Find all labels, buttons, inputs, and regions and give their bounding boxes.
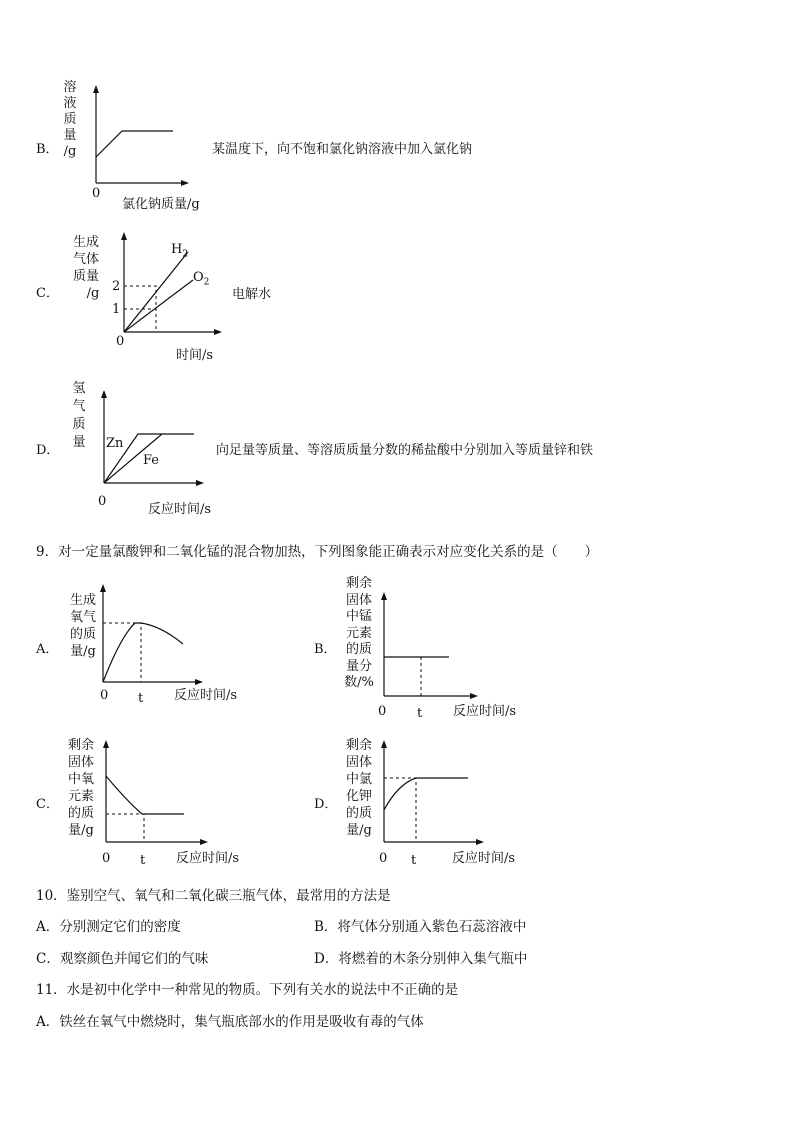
origin-label: 0 bbox=[92, 186, 101, 201]
t-label: t bbox=[140, 853, 146, 868]
curve bbox=[384, 778, 468, 810]
h2-label: $H_2$ bbox=[171, 242, 189, 260]
origin-label: 0 bbox=[102, 851, 111, 866]
x-axis-label: 反应时间/s bbox=[148, 502, 212, 517]
description: 向足量等质量、等溶质质量分数的稀盐酸中分别加入等质量锌和铁 bbox=[216, 443, 594, 458]
question-10-option-d: D．将燃着的木条分别伸入集气瓶中 bbox=[314, 951, 528, 967]
graph-9c bbox=[98, 738, 210, 848]
y-axis-label: 氢 气 质 量 bbox=[72, 381, 86, 450]
y-axis-arrow bbox=[93, 85, 99, 93]
option-letter-d: D． bbox=[36, 443, 60, 458]
option-letter-b: B． bbox=[314, 642, 337, 657]
option-letter-d: D． bbox=[314, 797, 338, 812]
graph-9d bbox=[376, 738, 486, 848]
option-letter-c: C． bbox=[36, 797, 59, 812]
option-letter-a: A． bbox=[36, 642, 59, 657]
y-axis-label: 溶 液 质 量 /g bbox=[63, 80, 77, 159]
origin-label: 0 bbox=[100, 688, 109, 703]
curve bbox=[106, 776, 184, 814]
x-axis-arrow bbox=[476, 839, 484, 845]
x-axis-label: 反应时间/s bbox=[176, 851, 240, 866]
x-axis-arrow bbox=[181, 180, 189, 186]
x-axis-arrow bbox=[195, 679, 203, 685]
y-axis-label: 剩余 固体 中氯 化钾 的质 量/g bbox=[345, 738, 372, 838]
question-10-stem: 10．鉴别空气、氧气和二氧化碳三瓶气体，最常用的方法是 bbox=[36, 888, 391, 904]
x-axis-arrow bbox=[214, 329, 222, 335]
x-axis-arrow bbox=[470, 693, 478, 699]
graph-b bbox=[85, 85, 195, 195]
x-axis-label: 反应时间/s bbox=[453, 704, 517, 719]
question-10-option-b: B．将气体分别通入紫色石蕊溶液中 bbox=[314, 919, 527, 935]
description: 电解水 bbox=[232, 287, 272, 302]
fe-label: Fe bbox=[143, 453, 160, 468]
zn-label: Zn bbox=[106, 436, 124, 451]
origin-label: 0 bbox=[116, 334, 125, 349]
x-axis-label: 氯化钠质量/g bbox=[122, 197, 200, 212]
t-label: t bbox=[417, 706, 423, 721]
tick-2: 2 bbox=[112, 279, 121, 294]
question-11-stem: 11．水是初中化学中一种常见的物质。下列有关水的说法中不正确的是 bbox=[36, 982, 459, 998]
graph-9b bbox=[376, 590, 480, 702]
option-letter-c: C． bbox=[36, 286, 59, 301]
y-axis-label: 剩余 固体 中锰 元素 的质 量分 数/% bbox=[344, 576, 374, 690]
origin-label: 0 bbox=[378, 704, 387, 719]
o2-line bbox=[124, 280, 193, 332]
y-axis-label: 生成 氧气 的质 量/g bbox=[69, 593, 96, 659]
x-axis-label: 反应时间/s bbox=[452, 851, 516, 866]
curve bbox=[103, 623, 183, 682]
x-axis-label: 反应时间/s bbox=[174, 688, 238, 703]
y-axis-label: 生成 气体 质量 /g bbox=[72, 235, 100, 301]
y-axis-arrow bbox=[103, 740, 109, 748]
question-10-option-c: C．观察颜色并闻它们的气味 bbox=[36, 951, 209, 967]
dash bbox=[106, 814, 144, 842]
y-axis-arrow bbox=[381, 592, 387, 600]
tick-1: 1 bbox=[112, 302, 121, 317]
graph-9a bbox=[95, 582, 205, 687]
o2-label: $O_2$ bbox=[193, 270, 210, 288]
origin-label: 0 bbox=[379, 851, 388, 866]
y-axis-label: 剩余 固体 中氧 元素 的质 量/g bbox=[67, 738, 94, 838]
t-label: t bbox=[138, 691, 144, 706]
option-letter-b: B． bbox=[36, 142, 59, 157]
graph-c bbox=[110, 230, 230, 340]
y-axis-arrow bbox=[101, 390, 107, 398]
x-axis-arrow bbox=[196, 480, 204, 486]
question-10-option-a: A．分别测定它们的密度 bbox=[36, 919, 181, 935]
x-axis-label: 时间/s bbox=[176, 348, 214, 363]
origin-label: 0 bbox=[98, 494, 107, 509]
y-axis-arrow bbox=[381, 740, 387, 748]
question-9-stem: 9．对一定量氯酸钾和二氧化锰的混合物加热，下列图象能正确表示对应变化关系的是（ ） bbox=[36, 544, 599, 560]
y-axis-arrow bbox=[121, 232, 127, 240]
curve bbox=[96, 131, 173, 157]
t-label: t bbox=[411, 853, 417, 868]
description: 某温度下，向不饱和氯化钠溶液中加入氯化钠 bbox=[212, 142, 473, 157]
x-axis-arrow bbox=[200, 839, 208, 845]
question-11-option-a: A．铁丝在氧气中燃烧时，集气瓶底部水的作用是吸收有毒的气体 bbox=[36, 1014, 424, 1030]
dash bbox=[103, 623, 141, 682]
y-axis-arrow bbox=[100, 584, 106, 592]
